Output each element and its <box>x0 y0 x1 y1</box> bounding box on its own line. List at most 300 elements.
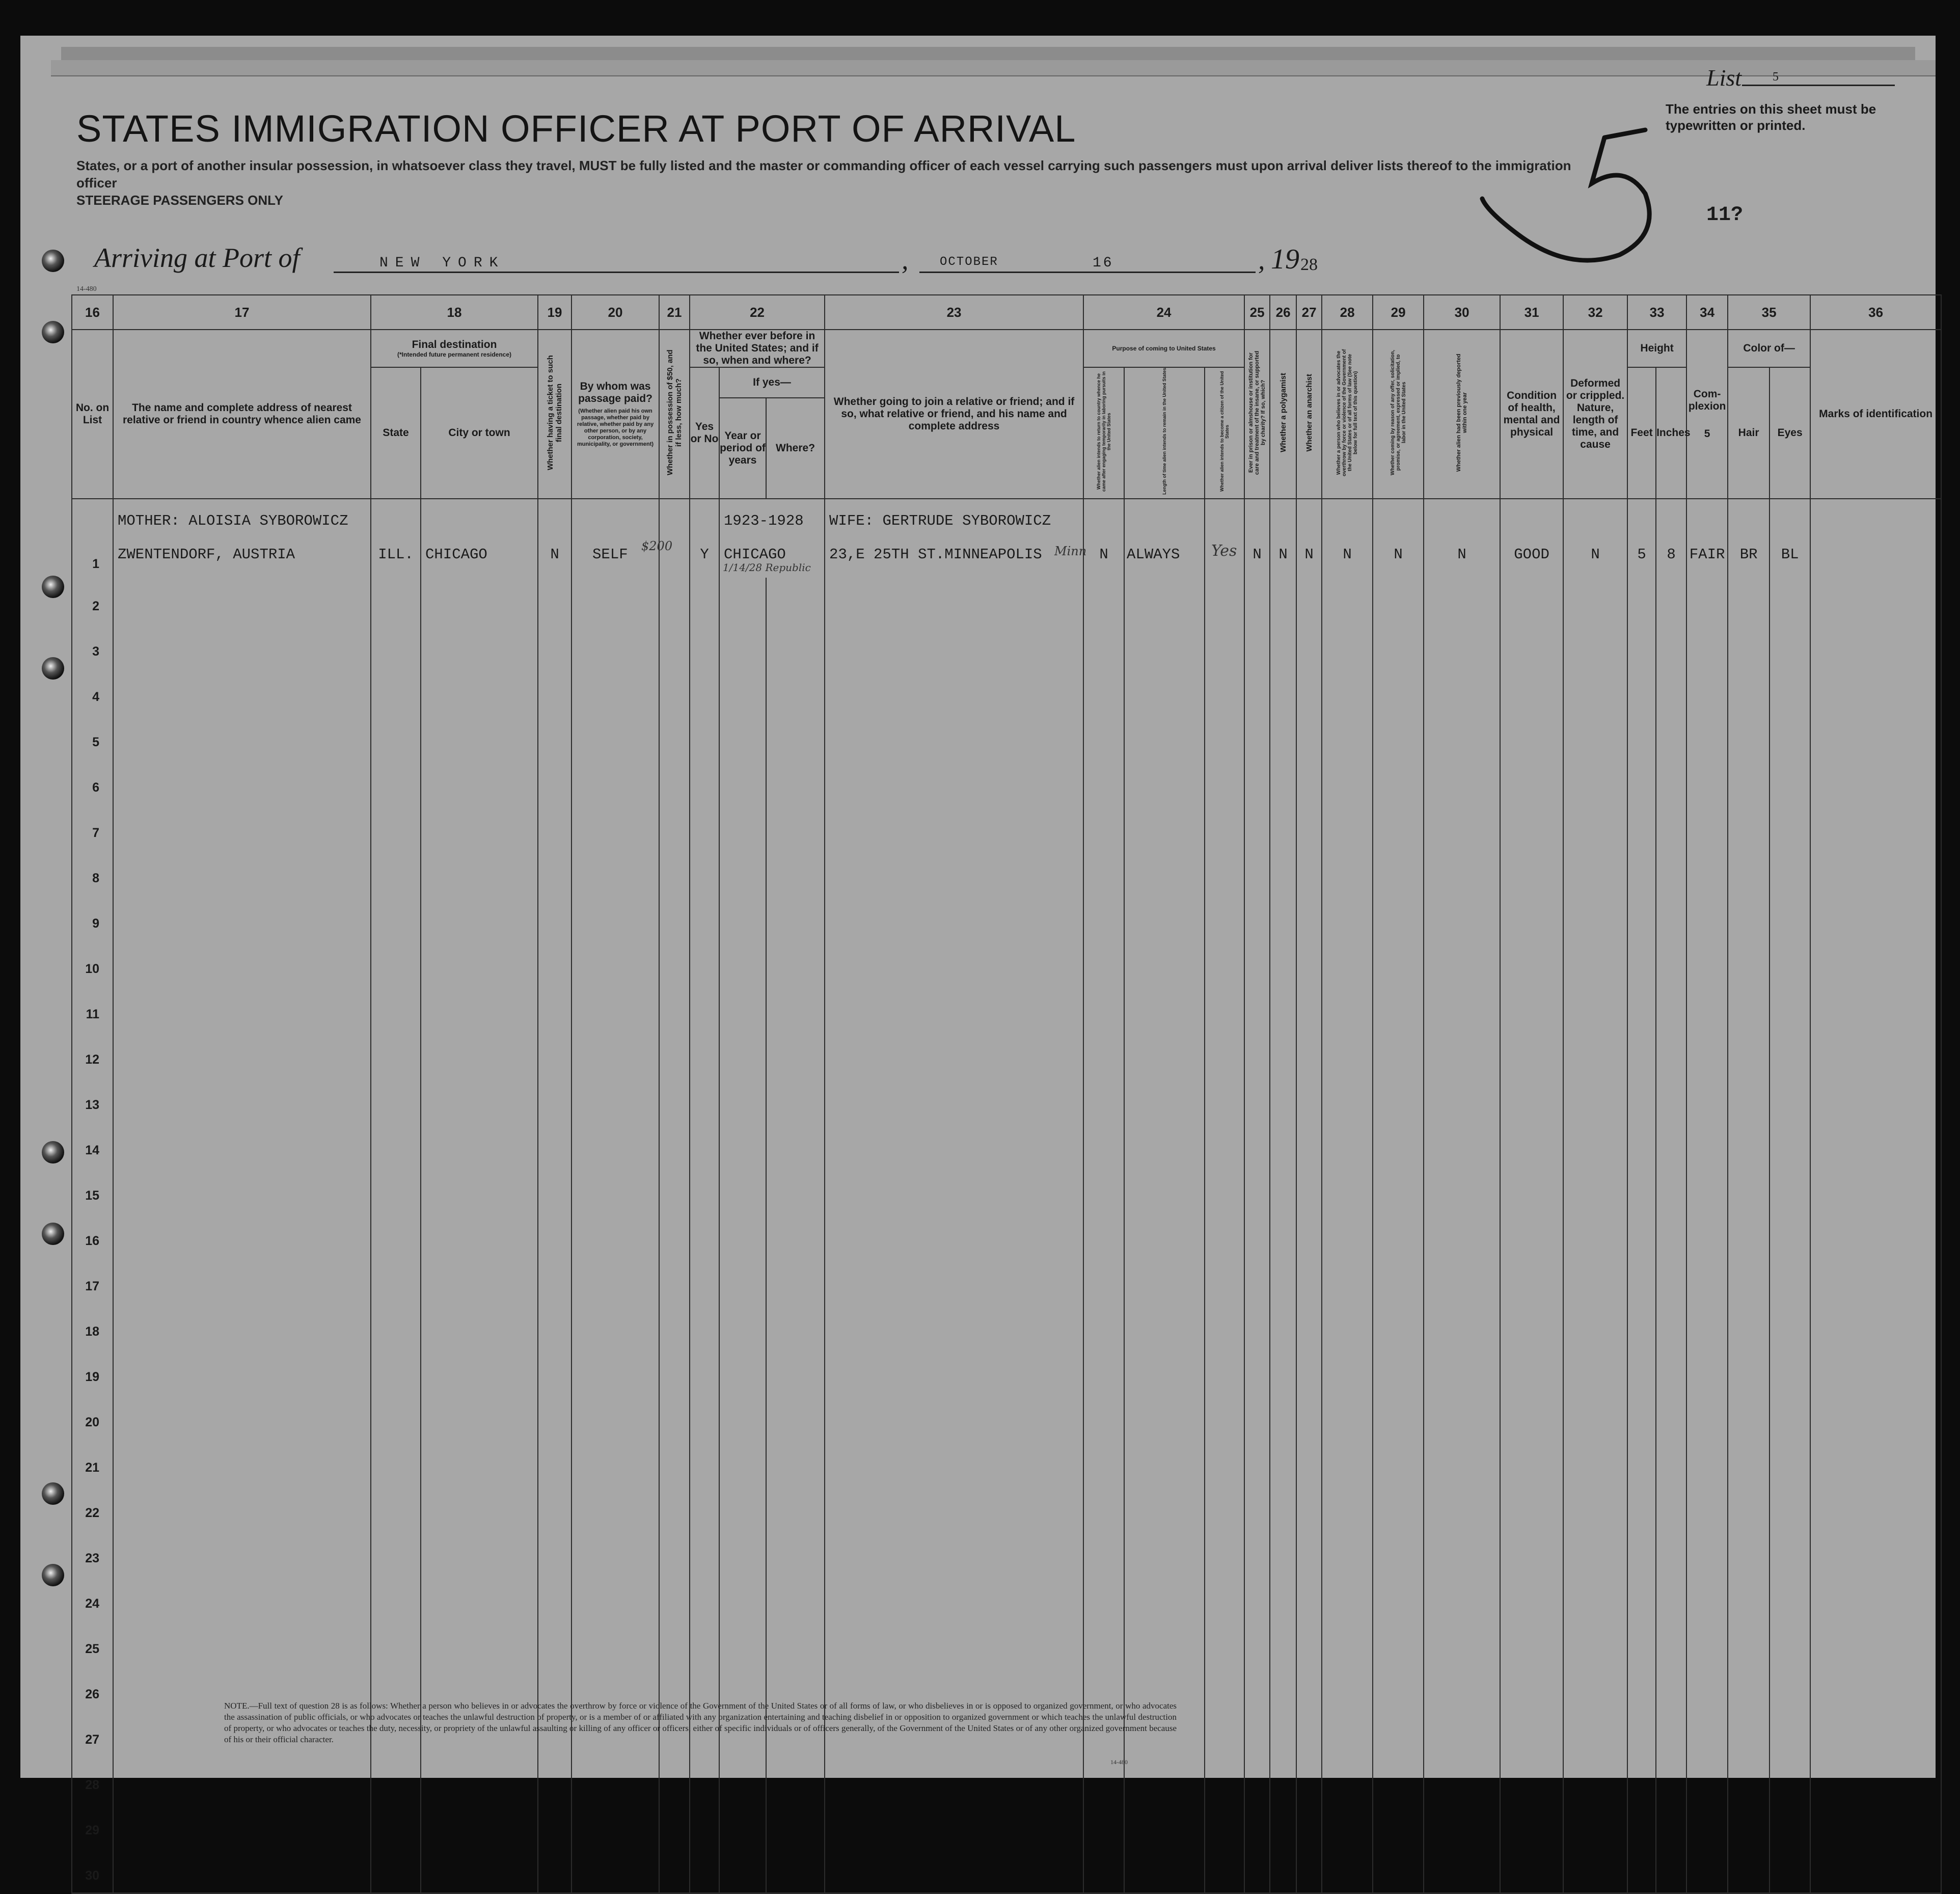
empty-cell <box>1563 1031 1627 1076</box>
empty-cell <box>825 986 1083 1031</box>
table-row <box>72 1303 1941 1348</box>
empty-cell <box>1205 1076 1244 1122</box>
empty-cell <box>1373 1620 1424 1666</box>
empty-cell <box>1124 578 1205 623</box>
steerage-label: STEERAGE PASSENGERS ONLY <box>76 193 283 208</box>
empty-cell <box>719 714 766 759</box>
empty-cell <box>1686 1666 1728 1711</box>
empty-cell <box>571 850 659 895</box>
header-row-1 <box>72 330 1941 367</box>
empty-cell <box>1500 1031 1563 1076</box>
empty-cell <box>766 1167 825 1212</box>
empty-cell <box>1270 1620 1296 1666</box>
empty-cell <box>1627 1666 1656 1711</box>
empty-cell <box>1083 1031 1124 1076</box>
empty-cell <box>1686 1575 1728 1620</box>
table-row <box>72 1802 1941 1847</box>
empty-cell <box>1244 1258 1270 1303</box>
empty-cell <box>1270 714 1296 759</box>
empty-cell <box>1083 1530 1124 1575</box>
empty-cell <box>1124 1076 1205 1122</box>
empty-cell <box>1296 940 1322 986</box>
empty-cell <box>371 940 421 986</box>
empty-cell <box>538 1847 571 1893</box>
empty-cell <box>659 1031 690 1076</box>
city-cell <box>421 499 538 578</box>
empty-cell <box>825 623 1083 668</box>
empty-cell <box>659 1122 690 1167</box>
empty-cell <box>1244 1439 1270 1484</box>
empty-cell <box>1424 1666 1500 1711</box>
empty-cell <box>1810 1031 1941 1076</box>
empty-cell <box>1810 895 1941 940</box>
page-edge <box>51 60 1936 76</box>
empty-cell <box>1728 940 1770 986</box>
purpose-length-cell <box>1124 499 1205 578</box>
empty-cell <box>1728 1802 1770 1847</box>
where-value: CHICAGO <box>724 546 786 563</box>
empty-cell <box>371 1258 421 1303</box>
empty-cell <box>1627 759 1656 804</box>
empty-cell <box>1686 1303 1728 1348</box>
empty-cell <box>1083 1620 1124 1666</box>
empty-cell <box>690 668 719 714</box>
empty-cell <box>659 578 690 623</box>
empty-cell <box>421 1031 538 1076</box>
empty-cell <box>538 1756 571 1802</box>
empty-cell <box>1296 1484 1322 1530</box>
empty-cell <box>538 1212 571 1258</box>
empty-cell <box>690 759 719 804</box>
row-number: 17 <box>72 1258 113 1303</box>
empty-cell <box>690 850 719 895</box>
empty-cell <box>1083 940 1124 986</box>
empty-cell <box>571 1212 659 1258</box>
empty-cell <box>113 1076 371 1122</box>
empty-cell <box>1728 895 1770 940</box>
empty-cell <box>1083 1348 1124 1394</box>
empty-cell <box>719 668 766 714</box>
empty-cell <box>1124 714 1205 759</box>
inches-value: 8 <box>1667 546 1676 563</box>
empty-cell <box>1296 714 1322 759</box>
header-deported-label: Whether alien had been previously deported within one year <box>1456 354 1468 472</box>
list-number: 5 <box>1773 70 1779 84</box>
empty-cell <box>1205 1756 1244 1802</box>
header-purpose-return-label: Whether alien intends to return to country whence he came after engaging temporarily in laboring pursuits in the United States <box>1096 371 1112 492</box>
empty-cell <box>1244 1620 1270 1666</box>
empty-cell <box>1083 1167 1124 1212</box>
empty-cell <box>1270 1484 1296 1530</box>
empty-cell <box>1373 1167 1424 1212</box>
empty-cell <box>1770 1439 1810 1484</box>
empty-cell <box>825 1484 1083 1530</box>
empty-cell <box>1373 623 1424 668</box>
empty-cell <box>1270 1212 1296 1258</box>
empty-cell <box>1296 895 1322 940</box>
empty-cell <box>1205 895 1244 940</box>
empty-cell <box>571 1258 659 1303</box>
col-number: 19 <box>538 295 571 330</box>
empty-cell <box>421 1258 538 1303</box>
empty-cell <box>1563 1484 1627 1530</box>
empty-cell <box>766 623 825 668</box>
empty-cell <box>1656 1394 1686 1439</box>
overthrow-value: N <box>1343 546 1352 563</box>
empty-cell <box>825 1575 1083 1620</box>
empty-cell <box>1500 1258 1563 1303</box>
empty-cell <box>538 1439 571 1484</box>
empty-cell <box>538 623 571 668</box>
where-note: 1/14/28 Republic <box>723 561 811 574</box>
empty-cell <box>1656 1575 1686 1620</box>
empty-cell <box>690 986 719 1031</box>
empty-cell <box>1322 1620 1373 1666</box>
empty-cell <box>1270 623 1296 668</box>
empty-cell <box>825 759 1083 804</box>
header-passage-paid <box>571 330 659 499</box>
empty-cell <box>1083 1122 1124 1167</box>
empty-cell <box>719 1575 766 1620</box>
empty-cell <box>113 1439 371 1484</box>
join-line-2: 23,E 25TH ST.MINNEAPOLIS <box>829 546 1042 563</box>
eyes-cell <box>1770 499 1810 578</box>
empty-cell <box>113 804 371 850</box>
empty-cell <box>659 1620 690 1666</box>
empty-cell <box>1770 668 1810 714</box>
empty-cell <box>1296 986 1322 1031</box>
inches-cell <box>1656 499 1686 578</box>
empty-cell <box>371 804 421 850</box>
empty-cell <box>825 850 1083 895</box>
header-city: City or town <box>421 367 538 499</box>
empty-cell <box>1627 578 1656 623</box>
empty-cell <box>1322 759 1373 804</box>
empty-cell <box>1205 1847 1244 1893</box>
empty-cell <box>571 1031 659 1076</box>
empty-cell <box>766 1439 825 1484</box>
empty-cell <box>1083 1439 1124 1484</box>
binder-hole <box>42 250 64 272</box>
empty-cell <box>1770 1348 1810 1394</box>
empty-cell <box>1322 1530 1373 1575</box>
col-number: 20 <box>571 295 659 330</box>
empty-cell <box>421 804 538 850</box>
row-number: 27 <box>72 1711 113 1756</box>
page-subtitle <box>76 157 1579 209</box>
empty-cell <box>659 895 690 940</box>
empty-cell <box>1770 895 1810 940</box>
empty-cell <box>1124 1031 1205 1076</box>
empty-cell <box>1205 578 1244 623</box>
empty-cell <box>1083 1212 1124 1258</box>
row-number: 13 <box>72 1076 113 1122</box>
empty-cell <box>1810 1348 1941 1394</box>
empty-cell <box>1810 1076 1941 1122</box>
empty-cell <box>113 1575 371 1620</box>
empty-cell <box>421 1348 538 1394</box>
empty-cell <box>1296 1666 1322 1711</box>
header-feet: Feet <box>1627 367 1656 499</box>
empty-cell <box>1124 1484 1205 1530</box>
empty-cell <box>659 1847 690 1893</box>
empty-cell <box>1373 714 1424 759</box>
empty-cell <box>1124 1167 1205 1212</box>
empty-cell <box>659 1802 690 1847</box>
binder-hole <box>42 657 64 680</box>
col-number: 28 <box>1322 295 1373 330</box>
hair-value: BR <box>1739 546 1758 563</box>
header-passage-paid-note: (Whether alien paid his own passage, whether paid by relative, whether paid by any other person, or by any corporation, society, municipality, or government) <box>577 408 654 447</box>
row-number: 12 <box>72 1031 113 1076</box>
empty-cell <box>825 895 1083 940</box>
empty-cell <box>1270 668 1296 714</box>
empty-cell <box>1656 940 1686 986</box>
empty-cell <box>371 1756 421 1802</box>
empty-cell <box>1500 1484 1563 1530</box>
empty-cell <box>1728 1258 1770 1303</box>
empty-cell <box>1728 1711 1770 1756</box>
empty-cell <box>766 1212 825 1258</box>
row-number: 29 <box>72 1802 113 1847</box>
empty-cell <box>1205 1575 1244 1620</box>
row-number: 21 <box>72 1439 113 1484</box>
header-year: Year or period of years <box>719 398 766 499</box>
empty-cell <box>719 1348 766 1394</box>
empty-cell <box>825 578 1083 623</box>
table-row <box>72 804 1941 850</box>
empty-cell <box>538 850 571 895</box>
empty-cell <box>1686 1258 1728 1303</box>
empty-cell <box>690 1802 719 1847</box>
binder-hole <box>42 1564 64 1586</box>
feet-cell <box>1627 499 1656 578</box>
empty-cell <box>1728 668 1770 714</box>
table-row <box>72 1348 1941 1394</box>
empty-cell <box>1810 850 1941 895</box>
empty-cell <box>1322 1484 1373 1530</box>
row-number: 24 <box>72 1575 113 1620</box>
form-code: 14-480 <box>76 285 97 293</box>
table-row <box>72 1076 1941 1122</box>
empty-cell <box>1686 804 1728 850</box>
table-row <box>72 940 1941 986</box>
empty-cell <box>690 1348 719 1394</box>
header-complexion <box>1686 330 1728 499</box>
ticket-value: N <box>550 546 559 563</box>
empty-cell <box>766 1756 825 1802</box>
header-ticket-label: Whether having a ticket to such final destination <box>546 355 564 470</box>
empty-cell <box>1205 940 1244 986</box>
header-purpose-citizen-label: Whether alien intends to become a citizen of the United States <box>1219 371 1230 492</box>
empty-cell <box>1205 1620 1244 1666</box>
empty-cell <box>1810 1212 1941 1258</box>
empty-cell <box>1686 1212 1728 1258</box>
empty-cell <box>371 850 421 895</box>
prison-cell <box>1244 499 1270 578</box>
empty-cell <box>1728 1575 1770 1620</box>
empty-cell <box>766 668 825 714</box>
empty-cell <box>766 578 825 623</box>
empty-cell <box>1322 1666 1373 1711</box>
col-number: 17 <box>113 295 371 330</box>
empty-cell <box>690 1439 719 1484</box>
empty-cell <box>690 1575 719 1620</box>
empty-cell <box>1270 1167 1296 1212</box>
empty-cell <box>690 1212 719 1258</box>
empty-cell <box>719 986 766 1031</box>
empty-cell <box>1270 1756 1296 1802</box>
empty-cell <box>571 804 659 850</box>
empty-cell <box>1424 895 1500 940</box>
table-row <box>72 895 1941 940</box>
empty-cell <box>766 895 825 940</box>
empty-cell <box>1124 1575 1205 1620</box>
deformed-value: N <box>1591 546 1600 563</box>
empty-cell <box>1244 1666 1270 1711</box>
empty-cell <box>113 1620 371 1666</box>
empty-cell <box>1810 1167 1941 1212</box>
empty-cell <box>719 1484 766 1530</box>
health-cell <box>1500 499 1563 578</box>
empty-cell <box>1627 1212 1656 1258</box>
empty-cell <box>571 1303 659 1348</box>
table-row <box>72 1847 1941 1893</box>
empty-cell <box>1322 578 1373 623</box>
header-polygamist-label: Whether a polygamist <box>1278 373 1288 452</box>
empty-cell <box>1500 1167 1563 1212</box>
empty-cell <box>1124 1348 1205 1394</box>
empty-cell <box>719 759 766 804</box>
empty-cell <box>571 714 659 759</box>
empty-cell <box>825 668 1083 714</box>
empty-cell <box>1770 578 1810 623</box>
empty-cell <box>1296 1122 1322 1167</box>
empty-cell <box>1270 578 1296 623</box>
empty-cell <box>1656 1711 1686 1756</box>
empty-cell <box>719 940 766 986</box>
empty-cell <box>1810 986 1941 1031</box>
empty-cell <box>571 1439 659 1484</box>
empty-cell <box>1656 1076 1686 1122</box>
empty-cell <box>1424 986 1500 1031</box>
empty-cell <box>719 1530 766 1575</box>
empty-cell <box>1205 1031 1244 1076</box>
empty-cell <box>1770 1575 1810 1620</box>
header-health: Condition of health, mental and physical <box>1500 330 1563 499</box>
comma: , <box>902 245 909 275</box>
empty-cell <box>1083 578 1124 623</box>
empty-cell <box>1244 1847 1270 1893</box>
col-number: 32 <box>1563 295 1627 330</box>
empty-cell <box>690 1258 719 1303</box>
empty-cell <box>113 759 371 804</box>
empty-cell <box>1500 1394 1563 1439</box>
empty-cell <box>1563 668 1627 714</box>
city-value: CHICAGO <box>425 546 487 563</box>
manifest-sheet <box>20 36 1936 1883</box>
empty-cell <box>1124 1530 1205 1575</box>
empty-cell <box>659 804 690 850</box>
empty-cell <box>1686 1847 1728 1893</box>
empty-cell <box>571 1167 659 1212</box>
empty-cell <box>1205 1711 1244 1756</box>
row-number: 26 <box>72 1666 113 1711</box>
empty-cell <box>1244 578 1270 623</box>
empty-cell <box>1270 1530 1296 1575</box>
empty-cell <box>1728 1122 1770 1167</box>
empty-cell <box>766 986 825 1031</box>
empty-cell <box>1296 759 1322 804</box>
empty-cell <box>1656 1756 1686 1802</box>
empty-cell <box>1205 1439 1244 1484</box>
empty-cell <box>1424 1212 1500 1258</box>
empty-cell <box>1656 1303 1686 1348</box>
empty-cell <box>1205 1484 1244 1530</box>
empty-cell <box>1244 1212 1270 1258</box>
empty-cell <box>421 850 538 895</box>
complexion-value: FAIR <box>1689 546 1725 563</box>
empty-cell <box>1424 804 1500 850</box>
empty-cell <box>538 1394 571 1439</box>
empty-cell <box>1563 1394 1627 1439</box>
empty-cell <box>1205 986 1244 1031</box>
footnote-code: 14-480 <box>1110 1758 1128 1766</box>
empty-cell <box>1810 1394 1941 1439</box>
row-number: 9 <box>72 895 113 940</box>
empty-cell <box>1686 668 1728 714</box>
empty-cell <box>1296 1756 1322 1802</box>
empty-cell <box>1373 1711 1424 1756</box>
empty-cell <box>571 759 659 804</box>
empty-cell <box>1770 940 1810 986</box>
empty-cell <box>1205 850 1244 895</box>
empty-cell <box>1810 1847 1941 1893</box>
empty-cell <box>1627 1620 1656 1666</box>
row-number: 15 <box>72 1167 113 1212</box>
empty-cell <box>1686 759 1728 804</box>
empty-cell <box>1656 1847 1686 1893</box>
col-number: 25 <box>1244 295 1270 330</box>
empty-cell <box>1373 759 1424 804</box>
empty-cell <box>1728 1439 1770 1484</box>
empty-cell <box>371 1802 421 1847</box>
row-number: 1 <box>72 499 113 578</box>
empty-cell <box>1322 1303 1373 1348</box>
ticket-cell <box>538 499 571 578</box>
empty-cell <box>1083 1258 1124 1303</box>
anarchist-cell <box>1296 499 1322 578</box>
row-number: 23 <box>72 1530 113 1575</box>
empty-cell <box>1770 1258 1810 1303</box>
empty-cell <box>1424 1348 1500 1394</box>
col-number: 27 <box>1296 295 1322 330</box>
empty-cell <box>1656 986 1686 1031</box>
empty-cell <box>1124 623 1205 668</box>
empty-cell <box>1686 850 1728 895</box>
table-row <box>72 499 1941 578</box>
empty-cell <box>1686 1620 1728 1666</box>
empty-cell <box>1244 623 1270 668</box>
empty-cell <box>1424 1802 1500 1847</box>
header-if-yes: If yes— <box>719 367 825 398</box>
empty-cell <box>1124 895 1205 940</box>
empty-cell <box>1205 1258 1244 1303</box>
purpose-return-cell <box>1083 499 1124 578</box>
empty-cell <box>1205 804 1244 850</box>
empty-cell <box>1563 1847 1627 1893</box>
column-number-row <box>72 295 1941 330</box>
